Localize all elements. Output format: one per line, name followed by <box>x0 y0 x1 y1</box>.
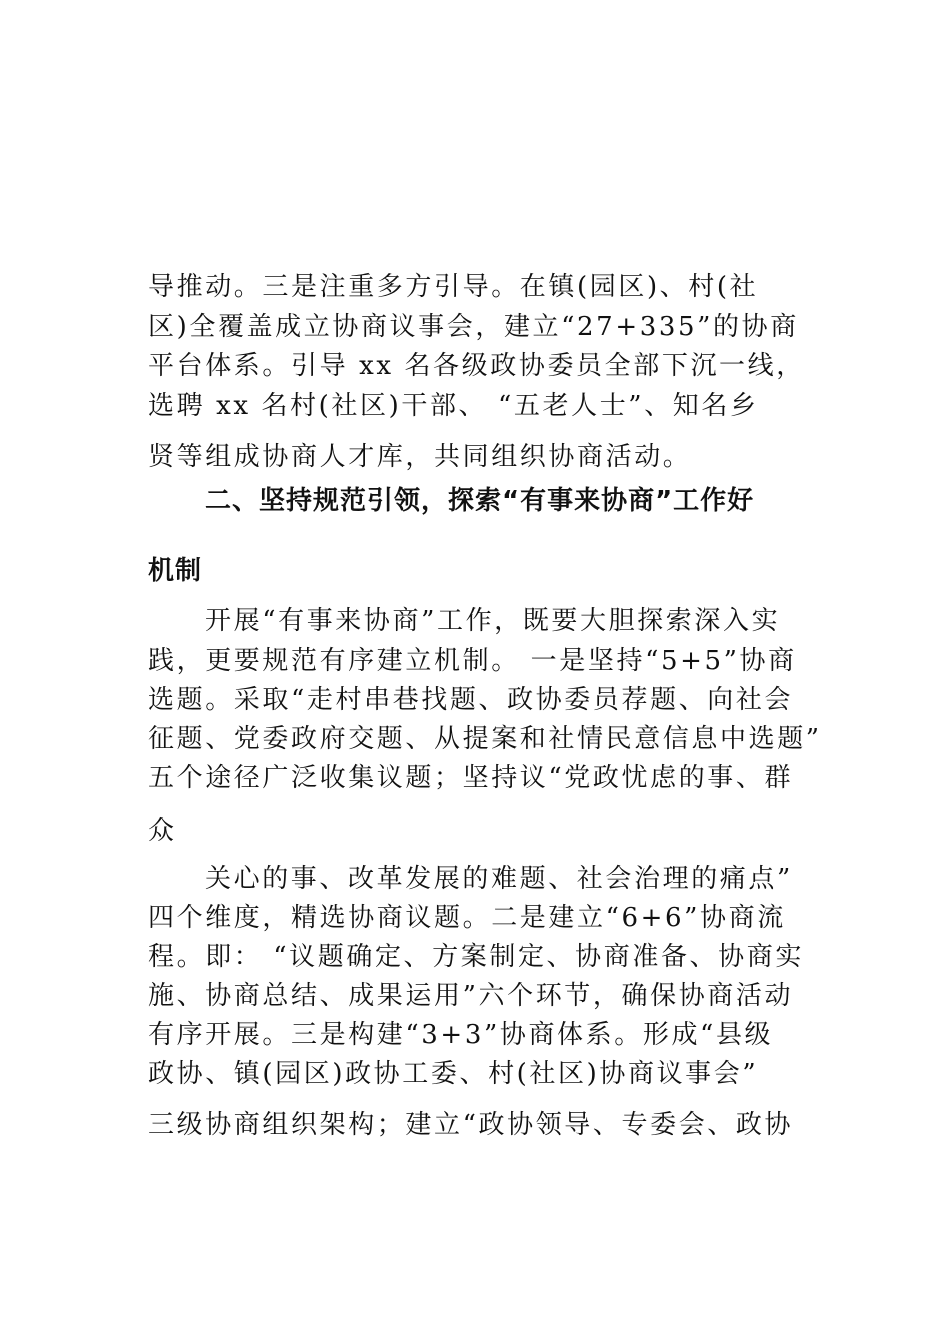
paragraph-3-line-7: 三级协商组织架构；建立“政协领导、专委会、政协 <box>148 1110 794 1140</box>
paragraph-1-line-5: 贤等组成协商人才库，共同组织协商活动。 <box>148 442 692 472</box>
paragraph-3-line-1: 关心的事、改革发展的难题、社会治理的痛点” <box>205 864 793 894</box>
paragraph-2-line-6: 众 <box>148 816 177 846</box>
paragraph-3-line-5: 有序开展。三是构建“3+3”协商体系。形成“县级 <box>148 1020 774 1050</box>
section-heading-line-2: 机制 <box>148 556 203 586</box>
paragraph-1-line-3: 平台体系。引导 xx 名各级政协委员全部下沉一线， <box>148 351 805 381</box>
paragraph-2-line-3: 选题。采取“走村串巷找题、政协委员荐题、向社会 <box>148 685 794 715</box>
paragraph-1-line-2: 区)全覆盖成立协商议事会，建立“27+335”的协商 <box>148 312 799 342</box>
section-heading-line-1: 二、坚持规范引领，探索“有事来协商”工作好 <box>205 486 755 516</box>
paragraph-2-line-2: 践，更要规范有序建立机制。 一是坚持“5+5”协商 <box>148 646 797 676</box>
paragraph-3-line-4: 施、协商总结、成果运用”六个环节，确保协商活动 <box>148 981 794 1011</box>
paragraph-2-line-1: 开展“有事来协商”工作，既要大胆探索深入实 <box>205 606 781 636</box>
paragraph-3-line-2: 四个维度，精选协商议题。二是建立“6+6”协商流 <box>148 903 786 933</box>
paragraph-3-line-3: 程。即： “议题确定、方案制定、协商准备、协商实 <box>148 942 804 972</box>
paragraph-2-line-5: 五个途径广泛收集议题；坚持议“党政忧虑的事、群 <box>148 763 794 793</box>
paragraph-2-line-4: 征题、党委政府交题、从提案和社情民意信息中选题” <box>148 724 822 754</box>
paragraph-1-line-4: 选聘 xx 名村(社区)干部、 “五老人士”、知名乡 <box>148 391 759 421</box>
paragraph-1-line-1: 导推动。三是注重多方引导。在镇(园区)、村(社 <box>148 272 759 302</box>
paragraph-3-line-6: 政协、镇(园区)政协工委、村(社区)协商议事会” <box>148 1059 759 1089</box>
